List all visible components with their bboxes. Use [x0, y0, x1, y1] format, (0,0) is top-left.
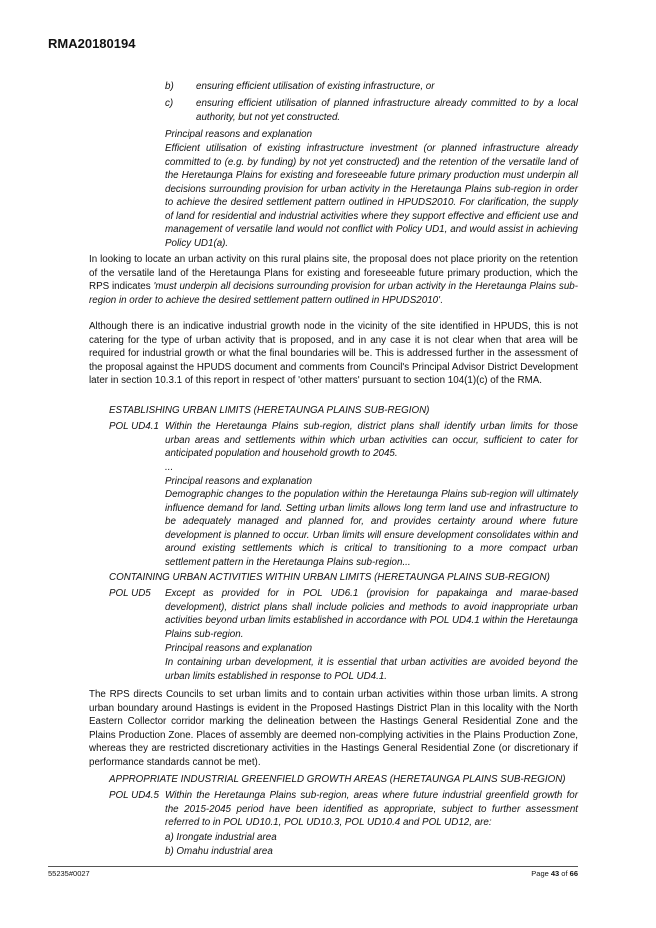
policy-text-ud45: Within the Heretaunga Plains sub-region, areas where future industrial greenfield growth for the 2015-2045 period have been identified as appropriate, subject to further assessment referred to in POL UD10.1, POL UD10.3, POL UD10.4 and POL UD12, are:: [165, 790, 578, 828]
footer-rule: [48, 866, 578, 867]
paragraph-urban-limits: The RPS directs Councils to set urban limits and to contain urban activities within those urban limits. A strong urban boundary around Hastings is evident in the Proposed Hastings District Plan in this locality with the North Eastern Collector corridor marking the delineation between the Hastings General Residential Zone and the Plains Production Zone. Places of assembly are deemed non-complying activities in the Plains Production Zone, whereas they are restricted discretionary activities in the Hastings General Residential Zone (or discretionary if performance standards cannot be met).: [89, 689, 578, 768]
ud5-reasons-heading: Principal reasons and explanation: [165, 643, 313, 654]
paragraph-versatile-land-quote: 'must underpin all decisions surrounding provision for urban activity in the Heretaunga Plains sub-region in order to achieve the desired settlement pattern outlined in HPUDS2010': [89, 281, 578, 306]
policy-label-ud41: POL UD4.1: [109, 421, 159, 432]
policy-label-ud5: POL UD5: [109, 588, 151, 599]
list-item-b: ensuring efficient utilisation of existing infrastructure, or: [196, 81, 435, 92]
policy-text-ud41: Within the Heretaunga Plains sub-region, district plans shall identify urban limits for those urban areas and settlements within which urban activities can occur, sufficient to cater for anticipated population and household growth to 2045.: [165, 421, 578, 459]
ud41-reasons-text: Demographic changes to the population within the Heretaunga Plains sub-region will ultimately influence demand for land. Setting urban limits allows long term land use and infrastructure to be adequately managed and planned for, and provides certainty around where future development is planned to occur. Urban limits will ensure development consolidates within and around existing settlements which is critical to transitioning to a more compact urban settlement pattern in the Heretaunga Plains sub-region...: [165, 489, 578, 568]
list-label-b: b): [165, 81, 174, 92]
footer-reference: 55235#0027: [48, 869, 90, 878]
paragraph-versatile-land-c: .: [439, 294, 443, 306]
heading-industrial-greenfield: APPROPRIATE INDUSTRIAL GREENFIELD GROWTH AREAS (HERETAUNGA PLAINS SUB-REGION): [109, 774, 566, 785]
ud41-reasons-heading: Principal reasons and explanation: [165, 476, 313, 487]
paragraph-hpuds: Although there is an indicative industrial growth node in the vicinity of the site identified in HPUDS, this is not catering for the type of urban activity that is proposed, and in any case it is not clear when that area will be required for industrial growth or what the final boundaries will be. This is addressed further in the assessment of the proposal against the HPUDS document and comments from Council's Principal Advisor District Development later in section 10.3.1 of this report in respect of 'other matters' pursuant to section 104(1)(c) of the RMA.: [89, 321, 578, 386]
list-item-omahu: b) Omahu industrial area: [165, 846, 273, 857]
page-current: 43: [550, 869, 560, 878]
list-item-irongate: a) Irongate industrial area: [165, 832, 277, 843]
policy-text-ud5: Except as provided for in POL UD6.1 (provision for papakainga and marae-based development), district plans shall include policies and methods to avoid inappropriate urban activities beyond urban limits established in accordance with POL UD4.1 within the Heretaunga Plains sub-region.: [165, 588, 578, 640]
ud5-reasons-text: In containing urban development, it is essential that urban activities are avoided beyond the urban limits established in response to POL UD4.1.: [165, 657, 578, 682]
page-of: of: [559, 869, 570, 878]
policy-label-ud45: POL UD4.5: [109, 790, 159, 801]
ud1-reasons-text: Efficient utilisation of existing infrastructure investment (or planned infrastructure already committed to (e.g. by funding) by not yet constructed) and the retention of the versatile land of the Heretaunga Plains for existing and foreseeable future primary production must underpin all decisions surrounding provision for urban activity in the Heretaunga Plains sub-region in order to achieve the desired settlement pattern outlined in HPUDS2010. For clarification, the supply of land for residential and industrial activities where they support effective and efficient use and management of versatile land would not conflict with Policy UD1, and would assist in achieving Policy UD1(a).: [165, 143, 578, 249]
heading-containing-urban-activities: CONTAINING URBAN ACTIVITIES WITHIN URBAN LIMITS (HERETAUNGA PLAINS SUB-REGION): [109, 572, 550, 583]
heading-establishing-urban-limits: ESTABLISHING URBAN LIMITS (HERETAUNGA PLAINS SUB-REGION): [109, 405, 430, 416]
policy-ellipsis: ...: [165, 462, 174, 473]
list-item-c: ensuring efficient utilisation of planned infrastructure already committed to by a local authority, but not yet constructed.: [196, 98, 578, 123]
page-prefix: Page: [531, 869, 551, 878]
list-label-c: c): [165, 98, 174, 109]
document-id: RMA20180194: [48, 36, 136, 51]
paragraph-versatile-land: [89, 253, 578, 307]
footer-page-number: [531, 869, 578, 878]
page-total: 66: [569, 869, 578, 878]
paragraph-versatile-land-a: In looking to locate an urban activity on this rural plains site, the proposal does not place priority on the retention of the versatile land of the Heretaunga Plans for existing and foreseeable future primary production, which the RPS indicates: [89, 254, 578, 292]
ud1-reasons-heading: Principal reasons and explanation: [165, 129, 313, 140]
